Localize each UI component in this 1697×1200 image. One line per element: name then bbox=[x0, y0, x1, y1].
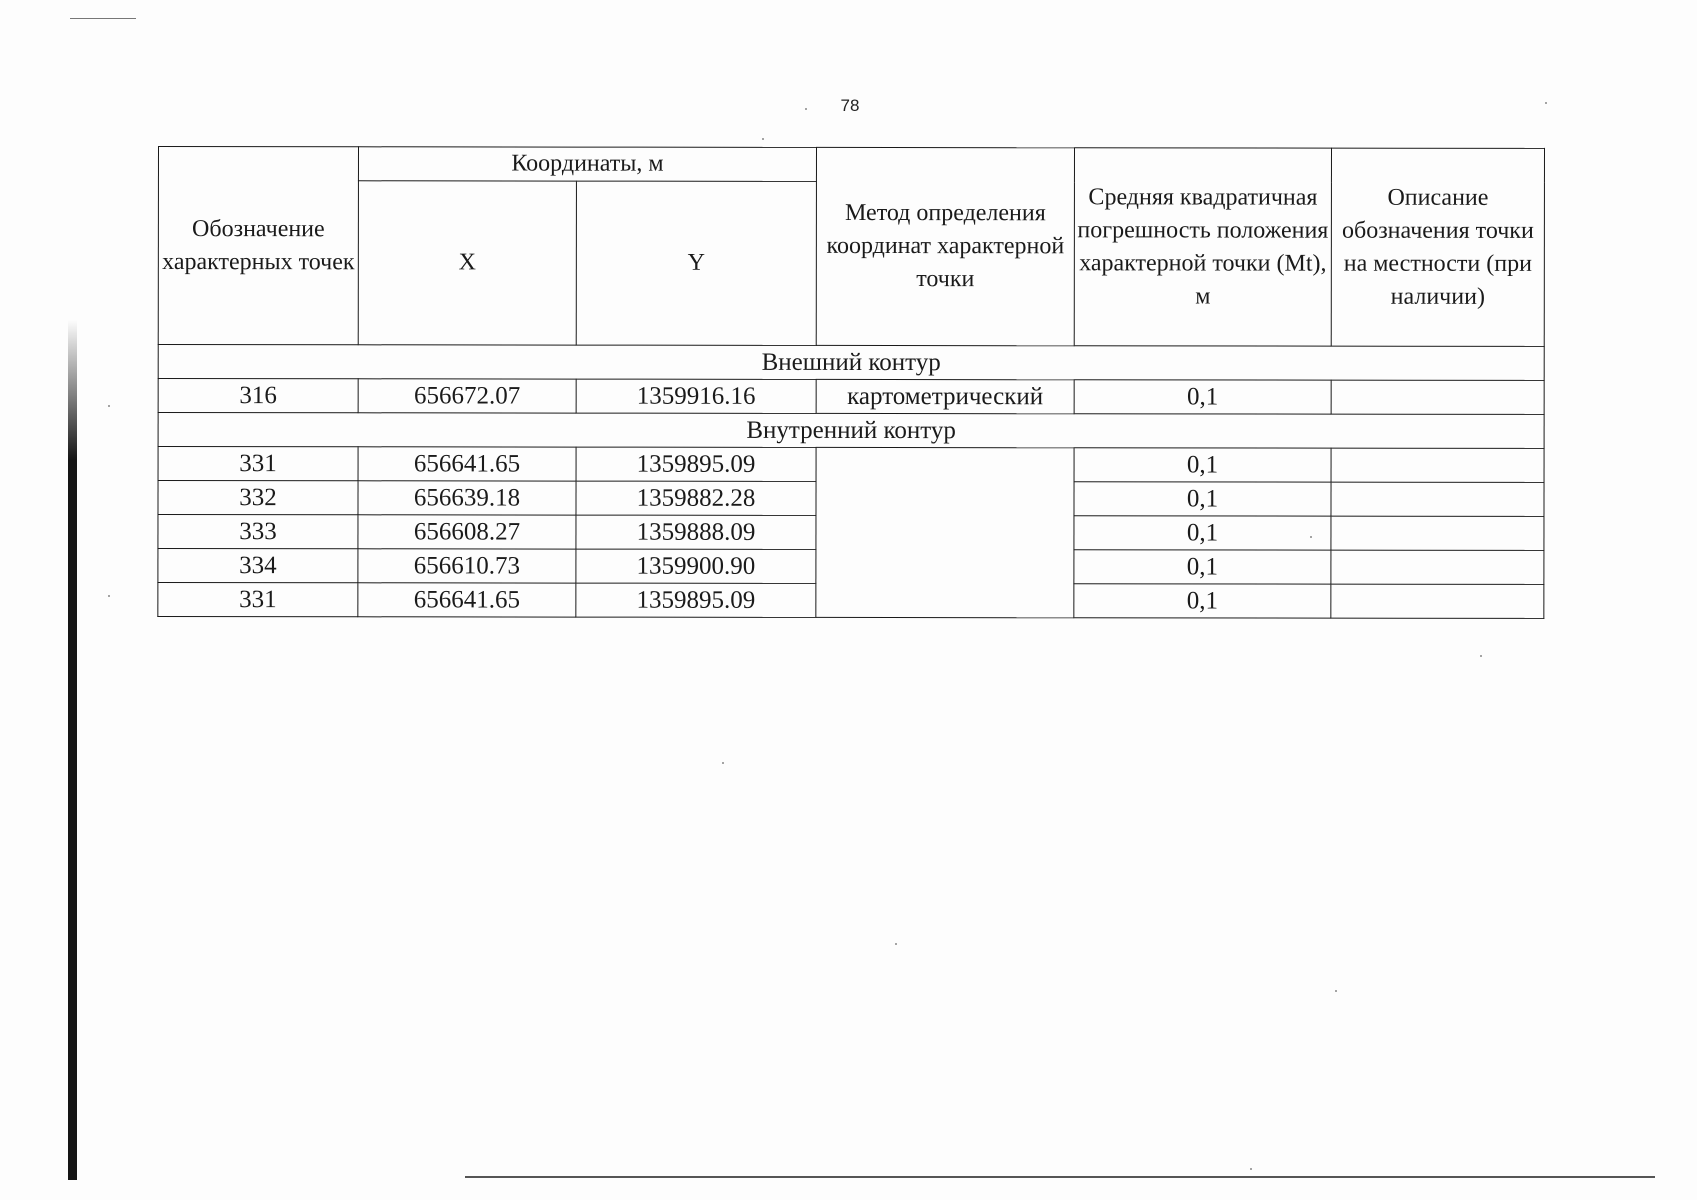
scan-speck bbox=[722, 762, 724, 764]
scan-speck bbox=[108, 405, 110, 407]
section-row-outer bbox=[158, 345, 1544, 381]
header-y: Y bbox=[576, 181, 816, 345]
header-method: Метод определения координат характерной точки bbox=[816, 147, 1074, 345]
scan-speck bbox=[108, 595, 110, 597]
cell-error: 0,1 bbox=[1074, 516, 1331, 550]
cell-description bbox=[1331, 448, 1544, 482]
table-row bbox=[158, 447, 1544, 483]
section-title: Внутренний контур bbox=[158, 413, 1544, 449]
cell-point: 316 bbox=[158, 379, 358, 413]
scan-speck bbox=[1545, 102, 1547, 104]
cell-y: 1359900.90 bbox=[576, 549, 816, 583]
scan-artifact-left-bar bbox=[68, 320, 77, 1180]
cell-x: 656639.18 bbox=[358, 481, 576, 515]
cell-x: 656641.65 bbox=[358, 447, 576, 481]
header-designation: Обозначение характерных точек bbox=[158, 147, 358, 345]
table-header-row bbox=[158, 147, 1544, 183]
cell-point: 332 bbox=[158, 481, 358, 515]
cell-method: картометрический bbox=[816, 379, 1074, 413]
cell-point: 333 bbox=[158, 515, 358, 549]
header-coordinates: Координаты, м bbox=[358, 147, 816, 182]
cell-point: 334 bbox=[158, 549, 358, 583]
scan-artifact-bottom-line bbox=[465, 1176, 1655, 1178]
cell-y: 1359895.09 bbox=[576, 447, 816, 481]
cell-y: 1359888.09 bbox=[576, 515, 816, 549]
scan-speck bbox=[1250, 1168, 1252, 1170]
scan-speck bbox=[895, 943, 897, 945]
cell-x: 656610.73 bbox=[358, 549, 576, 583]
cell-error: 0,1 bbox=[1074, 584, 1331, 618]
cell-y: 1359916.16 bbox=[576, 379, 816, 413]
cell-y: 1359895.09 bbox=[576, 583, 816, 617]
cell-x: 656641.65 bbox=[358, 583, 576, 617]
scan-artifact-top bbox=[70, 18, 136, 19]
header-description: Описание обозначения точки на местности (при наличии) bbox=[1331, 148, 1544, 346]
cell-error: 0,1 bbox=[1074, 380, 1331, 414]
cell-description bbox=[1331, 584, 1544, 618]
cell-description bbox=[1331, 516, 1544, 550]
section-title: Внешний контур bbox=[158, 345, 1544, 381]
cell-description bbox=[1331, 550, 1544, 584]
scan-speck bbox=[1480, 655, 1482, 657]
header-mean-error: Средняя квадратичная погрешность положения характерной точки (Mt), м bbox=[1074, 148, 1331, 346]
cell-point: 331 bbox=[158, 583, 358, 617]
section-row-inner bbox=[158, 413, 1544, 449]
cell-error: 0,1 bbox=[1074, 448, 1331, 482]
cell-method-merged bbox=[816, 447, 1074, 617]
page-number: 78 bbox=[840, 96, 860, 115]
cell-error: 0,1 bbox=[1074, 550, 1331, 584]
cell-description bbox=[1331, 380, 1544, 414]
table-row bbox=[158, 379, 1544, 415]
scan-speck bbox=[1335, 990, 1337, 992]
scan-speck bbox=[762, 138, 764, 140]
cell-error: 0,1 bbox=[1074, 482, 1331, 516]
cell-x: 656608.27 bbox=[358, 515, 576, 549]
cell-y: 1359882.28 bbox=[576, 481, 816, 515]
cell-description bbox=[1331, 482, 1544, 516]
coordinates-table bbox=[157, 146, 1545, 619]
scan-speck bbox=[805, 108, 807, 110]
cell-x: 656672.07 bbox=[358, 379, 576, 413]
header-x: X bbox=[358, 181, 576, 345]
cell-point: 331 bbox=[158, 447, 358, 481]
